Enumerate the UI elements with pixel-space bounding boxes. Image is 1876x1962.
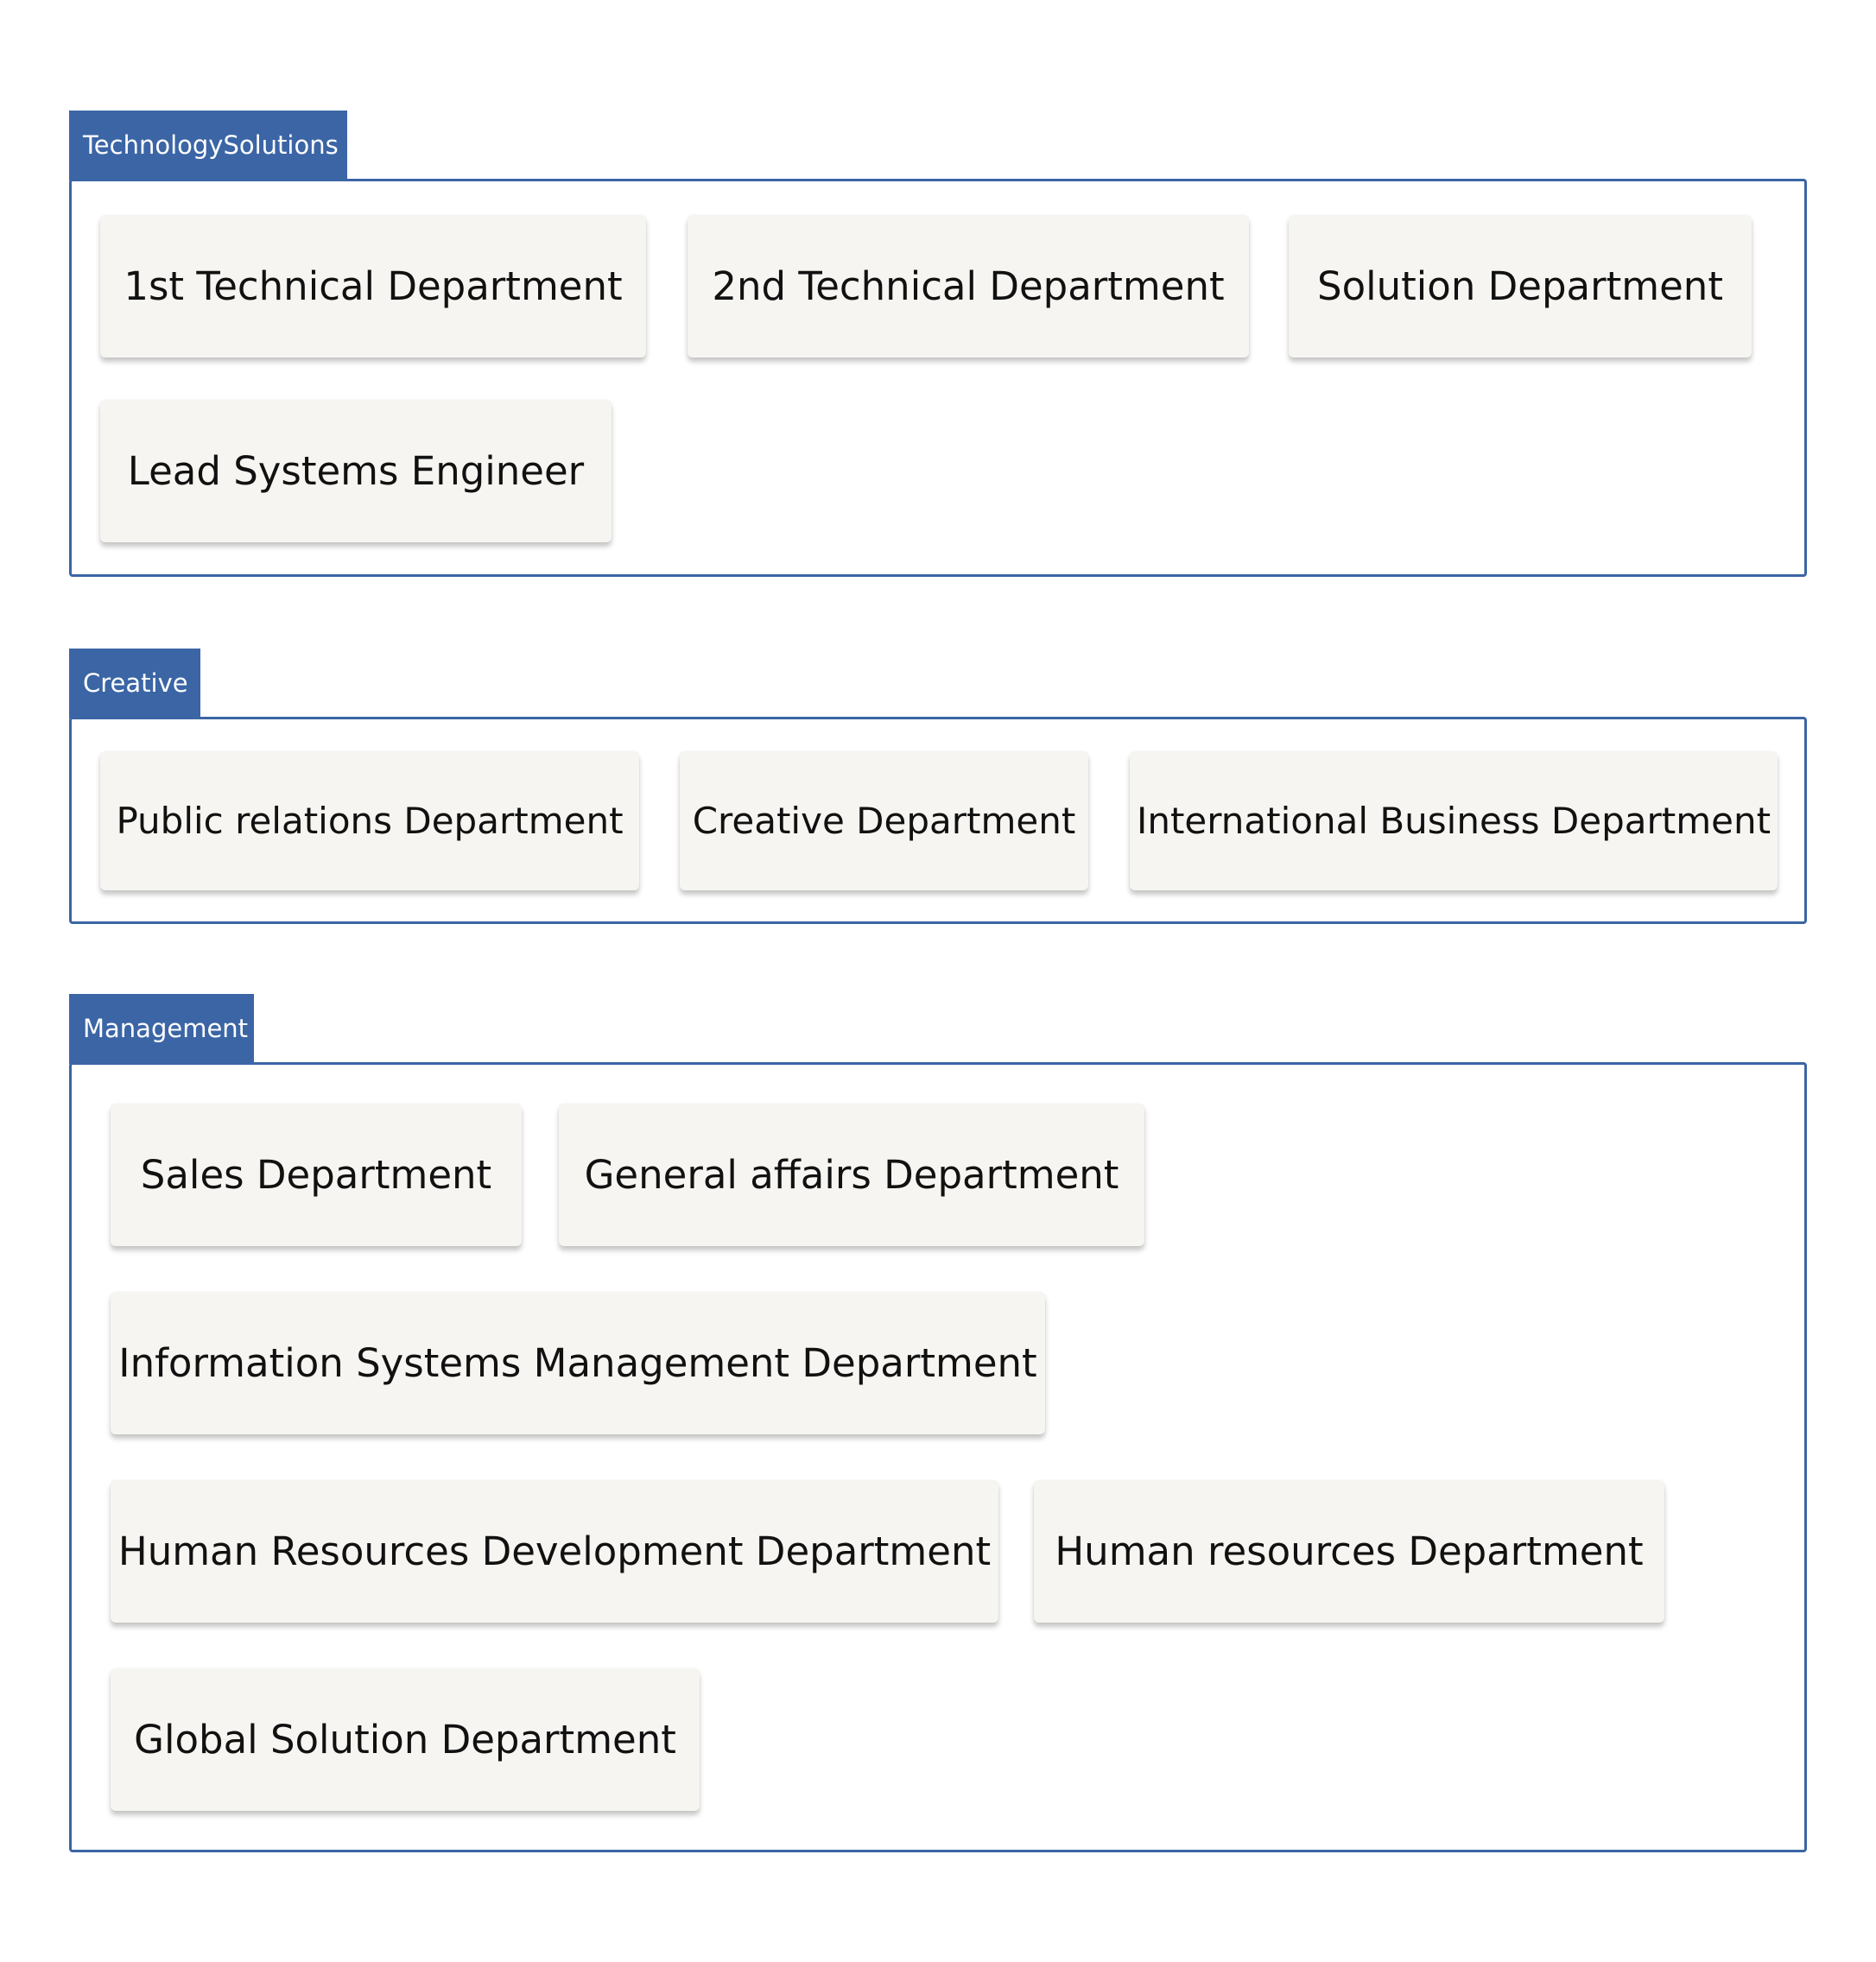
department-card[interactable]: General affairs Department [559,1104,1144,1246]
department-card[interactable]: 1st Technical Department [100,215,646,358]
group-container [69,179,1807,577]
group-label: Creative [69,649,200,718]
group-technology-solutions [69,111,1807,577]
department-card[interactable]: International Business Department [1130,751,1778,890]
group-container [69,1062,1807,1852]
group-management [69,994,1807,1853]
department-card[interactable]: Lead Systems Engineer [100,400,612,542]
group-creative [69,649,1807,925]
department-card[interactable]: Public relations Department [100,751,639,890]
department-card[interactable]: Human resources Department [1034,1480,1664,1623]
department-card[interactable]: 2nd Technical Department [688,215,1249,358]
department-card[interactable]: Human Resources Development Department [111,1480,998,1623]
department-card[interactable]: Information Systems Management Department [111,1292,1045,1434]
group-container [69,717,1807,924]
department-card[interactable]: Sales Department [111,1104,522,1246]
department-card[interactable]: Global Solution Department [111,1668,700,1811]
group-label: TechnologySolutions [69,111,347,180]
department-card[interactable]: Solution Department [1289,215,1752,358]
department-card[interactable]: Creative Department [680,751,1088,890]
group-label: Management [69,994,254,1064]
